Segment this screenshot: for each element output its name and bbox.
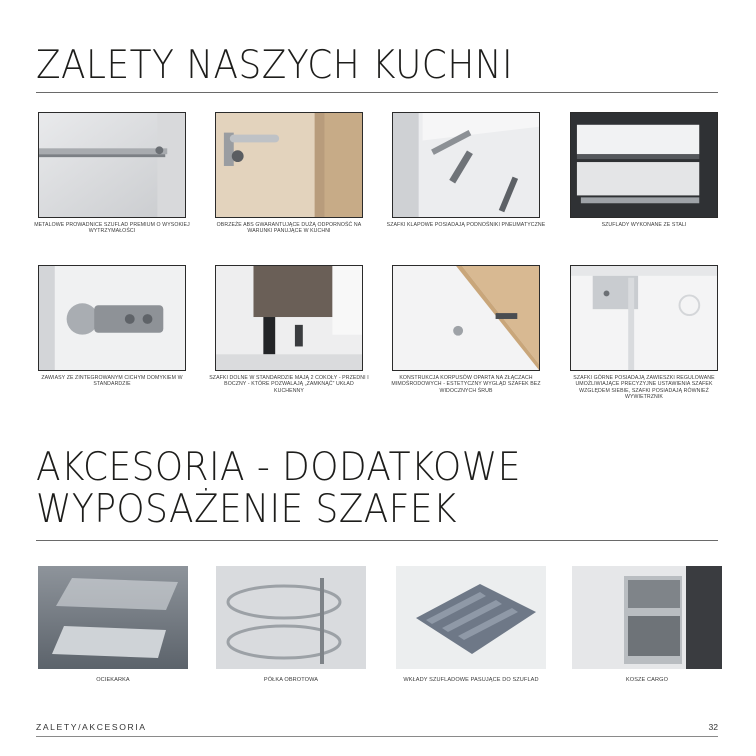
photo-eccentric-connectors: [392, 265, 540, 371]
section-title-advantages: ZALETY NASZYCH KUCHNI: [36, 43, 514, 88]
photo-cargo-baskets: [572, 566, 722, 669]
caption-gas-lift: SZAFKI KLAPOWE POSIADAJĄ PODNOŚNIKI PNEUMATYCZNE: [386, 222, 546, 228]
photo-gas-lift: [392, 112, 540, 218]
photo-cabinet-hangers: [570, 265, 718, 371]
photo-steel-drawers: [570, 112, 718, 218]
footer-section-label: ZALETY/AKCESORIA: [36, 722, 147, 732]
caption-steel-drawers: SZUFLADY WYKONANE ZE STALI: [601, 222, 687, 228]
footer-rule: [36, 736, 718, 737]
title-rule: [36, 92, 718, 93]
caption-cabinet-hangers: SZAFKI GÓRNE POSIADAJĄ ZAWIESZKI REGULOWANE UMOŻLIWIAJĄCE PRECYZYJNE USTAWIENIA SZAFEK WZGLĘDEM SIEBIE, SZAFKI POSIADAJĄ RÓWNIEŻ WYWIETRZNIK: [573, 375, 715, 401]
caption-dish-drainer: OCIEKARKA: [96, 677, 130, 683]
caption-drawer-runners: METALOWE PROWADNICE SZUFLAD PREMIUM O WYSOKIEJ WYTRZYMAŁOŚCI: [34, 222, 190, 235]
photo-drawer-inserts: [396, 566, 546, 669]
photo-plinths: [215, 265, 363, 371]
caption-drawer-inserts: WKŁADY SZUFLADOWE PASUJĄCE DO SZUFLAD: [403, 677, 539, 683]
caption-plinths: SZAFKI DOLNE W STANDARDZIE MAJĄ 2 COKOŁY - PRZEDNI I BOCZNY - KTÓRE POZWALAJĄ „ZAMKNĄĆ” UKŁAD KUCHENNY: [209, 375, 369, 394]
section-title-accessories-line2: WYPOSAŻENIE SZAFEK: [36, 487, 458, 532]
caption-abs-edging: OBRZEŻE ABS GWARANTUJĄCE DUŻĄ ODPORNOŚĆ NA WARUNKI PANUJĄCE W KUCHNI: [216, 222, 362, 235]
photo-abs-edging: [215, 112, 363, 218]
photo-rotating-shelf: [216, 566, 366, 669]
photo-dish-drainer: [38, 566, 188, 669]
section-title-accessories-line1: AKCESORIA - DODATKOWE: [36, 445, 521, 490]
caption-eccentric-connectors: KONSTRUKCJA KORPUSÓW OPARTA NA ZŁĄCZACH MIMOŚRODOWYCH - ESTETYCZNY WYGLĄD SZAFEK BEZ WIDOCZNYCH ŚRUB: [391, 375, 541, 394]
caption-soft-close-hinges: ZAWIASY ZE ZINTEGROWANYM CICHYM DOMYKIEM W STANDARDZIE: [41, 375, 183, 388]
photo-drawer-runners: [38, 112, 186, 218]
photo-soft-close-hinges: [38, 265, 186, 371]
caption-rotating-shelf: PÓŁKA OBROTOWA: [263, 677, 319, 683]
page-number: 32: [708, 722, 718, 732]
title-rule: [36, 540, 718, 541]
caption-cargo-baskets: KOSZE CARGO: [625, 677, 669, 683]
